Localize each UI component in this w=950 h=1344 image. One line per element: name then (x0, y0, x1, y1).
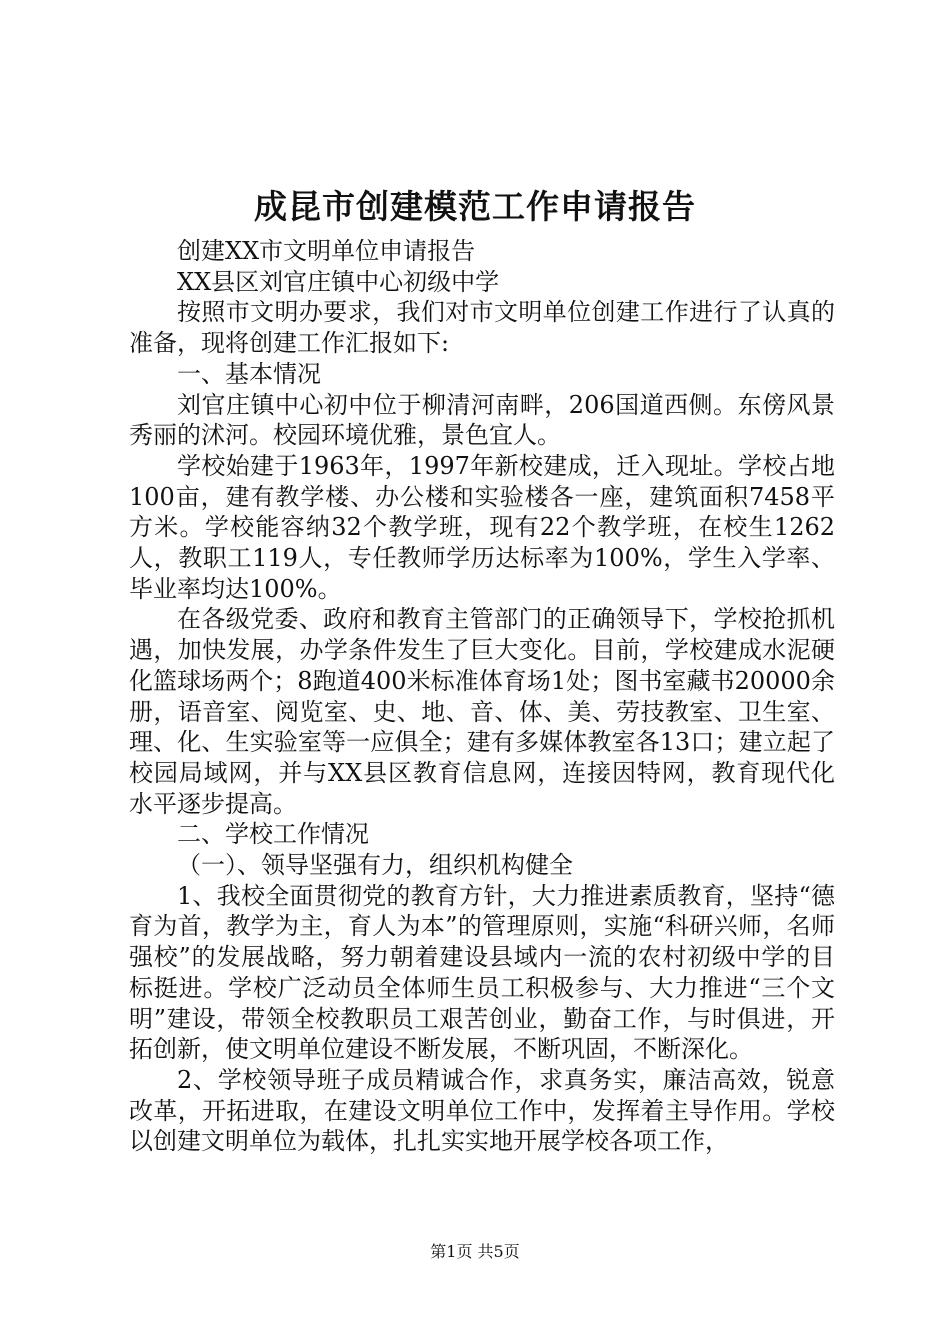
paragraph: 学校始建于1963年，1997年新校建成，迁入现址。学校占地100亩，建有教学楼、办公楼和实验楼各一座，建筑面积7458平方米。学校能容纳32个教学班，现有22个教学班，在校生1262人，教职工119人，专任教师学历达标率为100%，学生入学率、毕业率均达100%。 (129, 451, 835, 603)
document-body (129, 236, 835, 1157)
paragraph: 在各级党委、政府和教育主管部门的正确领导下，学校抢抓机遇，加快发展，办学条件发生了巨大变化。目前，学校建成水泥硬化篮球场两个；8跑道400米标准体育场1处；图书室藏书20000余册，语音室、阅览室、史、地、音、体、美、劳技教室、卫生室、理、化、生实验室等一应俱全；建有多媒体教室各13口；建立起了校园局域网，并与XX县区教育信息网，连接因特网，教育现代化水平逐步提高。 (129, 605, 835, 818)
paragraph: XX县区刘官庄镇中心初级中学 (177, 267, 500, 296)
paragraph: 创建XX市文明单位申请报告 (177, 237, 476, 265)
paragraph: 1、我校全面贯彻党的教育方针，大力推进素质教育，坚持“德育为首，教学为主，育人为本”的管理原则，实施“科研兴师，名师强校”的发展战略，努力朝着建设县域内一流的农村初级中学的目标挺进。学校广泛动员全体师生员工积极参与、大力推进“三个文明”建设，带领全校教职员工艰苦创业，勤奋工作，与时俱进，开拓创新，使文明单位建设不断发展，不断巩固，不断深化。 (129, 881, 835, 1064)
paragraph: 按照市文明办要求，我们对市文明单位创建工作进行了认真的准备，现将创建工作汇报如下: (129, 298, 835, 358)
paragraph: 刘官庄镇中心初中位于柳清河南畔，206国道西侧。东傍风景秀丽的沭河。校园环境优雅，景色宜人。 (129, 390, 835, 450)
subsection-heading: （一）、领导坚强有力，组织机构健全 (177, 851, 573, 880)
section-heading: 二、学校工作情况 (177, 820, 369, 849)
page-footer: 第1页 共5页 (430, 1242, 520, 1261)
section-heading: 一、基本情况 (177, 359, 321, 388)
paragraph: 2、学校领导班子成员精诚合作，求真务实，廉洁高效，锐意改革，开拓进取，在建设文明单位工作中，发挥着主导作用。学校以创建文明单位为载体，扎扎实实地开展学校各项工作， (129, 1065, 835, 1156)
document-title: 成昆市创建模范工作申请报告 (254, 187, 696, 226)
